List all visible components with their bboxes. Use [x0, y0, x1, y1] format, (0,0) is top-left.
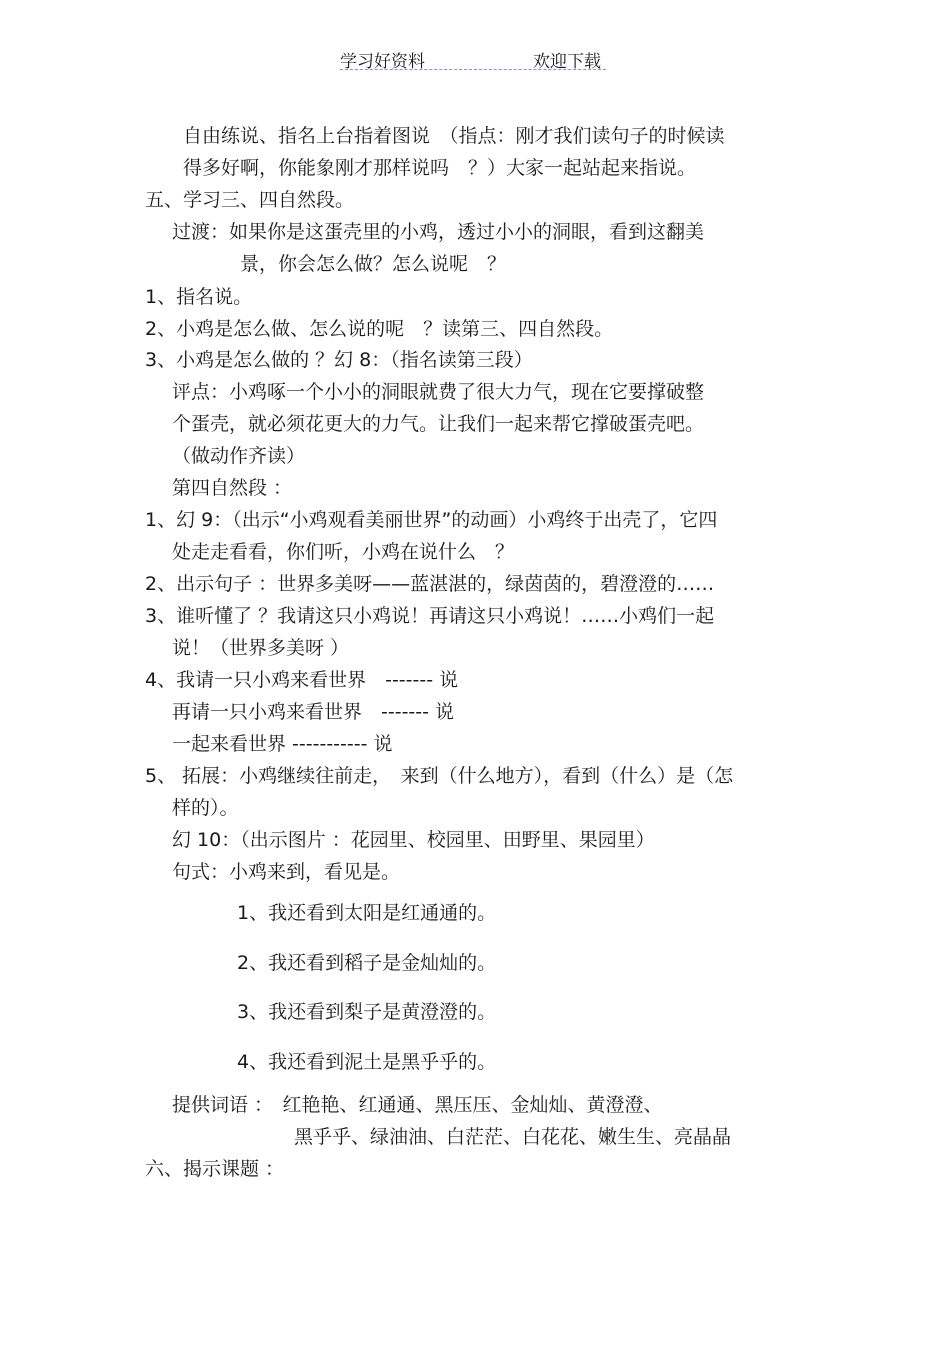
text-line: 4、我请一只小鸡来看世界 ------- 说 — [145, 669, 459, 691]
text-line: 自由练说、指名上台指着图说 （指点：刚才我们读句子的时候读 — [183, 125, 725, 147]
header-underline — [340, 69, 606, 70]
text-line: 幻 10：（出示图片 ：花园里、校园里、田野里、果园里） — [172, 829, 655, 851]
text-line: 3、谁听懂了 ？我请这只小鸡说！再请这只小鸡说！……小鸡们一起 — [145, 605, 715, 627]
text-line: 再请一只小鸡来看世界 ------- 说 — [172, 701, 455, 723]
text-line: 第四自然段 ： — [172, 477, 293, 499]
text-line: 得多好啊，你能象刚才那样说吗 ？）大家一起站起来指说。 — [183, 157, 697, 179]
text-line: 个蛋壳，就必须花更大的力气。让我们一起来帮它撑破蛋壳吧。 — [172, 413, 705, 435]
text-line: 1、指名说。 — [145, 286, 253, 308]
header-left-text: 学习好资料 — [340, 52, 425, 72]
example-line: 3、我还看到梨子是黄澄澄的。 — [237, 1001, 497, 1023]
section-heading: 五、学习三、四自然段。 — [145, 189, 355, 211]
text-line: 5、 拓展：小鸡继续往前走， 来到（什么地方），看到（什么）是（怎 — [145, 765, 734, 787]
text-line: 2、小鸡是怎么做、怎么说的呢 ？读第三、四自然段。 — [145, 318, 614, 340]
example-line: 4、我还看到泥土是黑乎乎的。 — [237, 1051, 497, 1073]
text-line: 样的）。 — [172, 797, 239, 819]
header-right-text: 欢迎下载 — [533, 52, 601, 72]
text-line: 3、小鸡是怎么做的 ？幻 8：（指名读第三段） — [145, 349, 533, 371]
text-line: 景，你会怎么做？怎么说呢 ？ — [240, 253, 507, 275]
example-line: 1、我还看到太阳是红通通的。 — [237, 902, 497, 924]
section-heading: 六、揭示课题 ： — [145, 1158, 285, 1180]
text-line: 评点：小鸡啄一个小小的洞眼就费了很大力气，现在它要撑破整 — [172, 381, 705, 403]
text-line: （做动作齐读） — [172, 445, 306, 467]
text-line: 2、出示句子 ：世界多美呀——蓝湛湛的，绿茵茵的，碧澄澄的…… — [145, 573, 715, 595]
text-line: 一起来看世界 ----------- 说 — [172, 733, 393, 755]
text-line: 说！（世界多美呀 ） — [172, 637, 350, 659]
page-header — [0, 47, 950, 73]
example-line: 2、我还看到稻子是金灿灿的。 — [237, 952, 497, 974]
text-line: 1、幻 9：（出示“小鸡观看美丽世界”的动画）小鸡终于出壳了，它四 — [145, 509, 718, 531]
text-line: 黑乎乎、绿油油、白茫茫、白花花、嫩生生、亮晶晶 — [294, 1126, 732, 1148]
text-line: 提供词语 ： 红艳艳、红通通、黑压压、金灿灿、黄澄澄、 — [172, 1094, 663, 1116]
text-line: 处走走看看，你们听，小鸡在说什么 ？ — [172, 541, 515, 563]
text-line: 过渡：如果你是这蛋壳里的小鸡，透过小小的洞眼，看到这翻美 — [172, 221, 705, 243]
text-line: 句式：小鸡来到，看见是。 — [172, 861, 401, 883]
